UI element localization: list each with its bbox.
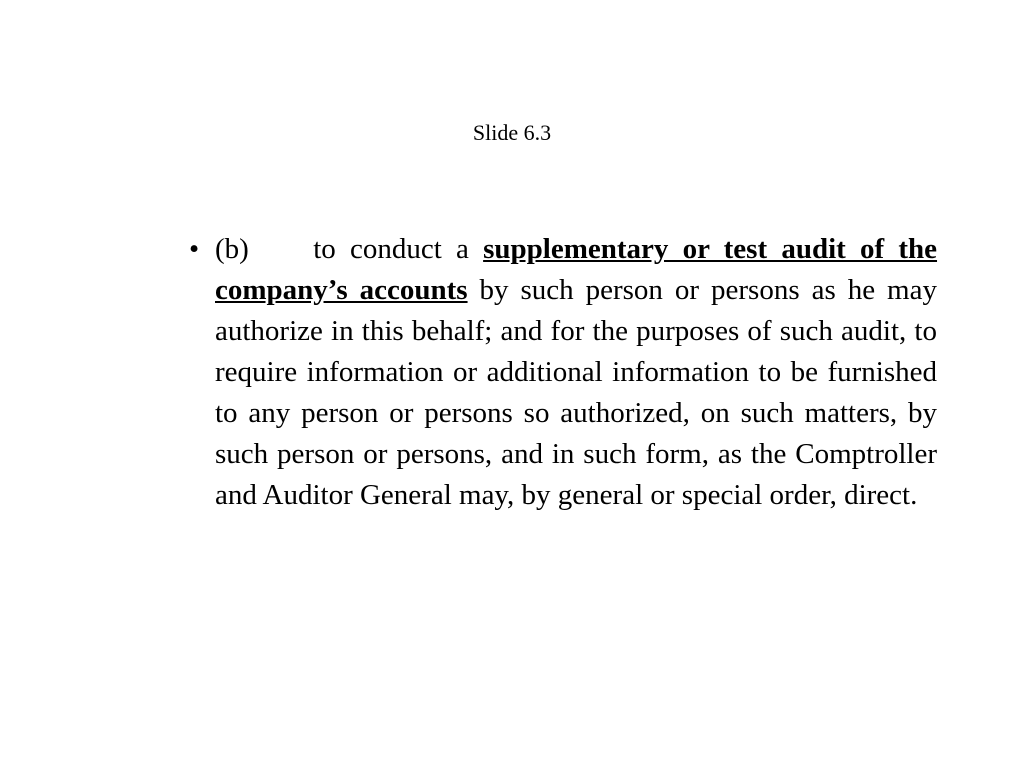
item-label: (b)	[215, 233, 249, 265]
bullet-paragraph	[189, 229, 938, 516]
text-after: by such person or persons as he may authorize in this behalf; and for the purposes of such audit, to require information or additional information to be furnished to any person or persons so authorized, on such matters, by such person or persons, and in such form, as the Comptroller and Auditor General may, by general or special order, direct.	[215, 274, 937, 511]
emphasized-text: supplementary or test audit of the company’s accounts	[215, 233, 938, 306]
text-before: to conduct a	[313, 233, 469, 265]
slide-title: Slide 6.3	[472, 120, 552, 145]
bullet-marker: •	[189, 233, 200, 265]
